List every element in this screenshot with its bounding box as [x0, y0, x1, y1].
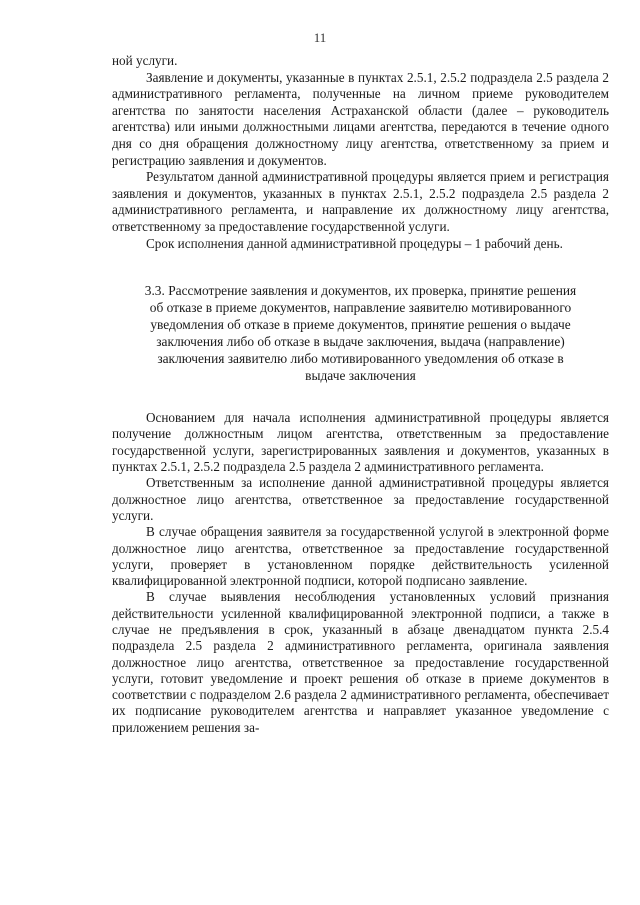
paragraph-procedure-result: Результатом данной административной процедуры является прием и регистрация заявления и документов, указанных в пунктах 2.5.1, 2.5.2 подраздела 2.5 раздела 2 административного регламента, и направление их должностному лицу агентства, ответственному за предоставление государственной услуги.	[112, 169, 609, 234]
section-heading-line: выдаче заключения	[305, 368, 416, 384]
paragraph-procedure-deadline: Срок исполнения данной административной процедуры – 1 рабочий день.	[146, 235, 563, 251]
paragraph-refusal-case: В случае выявления несоблюдения установленных условий признания действительности усиленной квалифицированной электронной подписи, а также в случае не предъявления в срок, указанный в абзаце двенадцатом пункта 2.5.4 подраздела 2.5 раздела 2 административного регламента, оригинала заявления должностное лицо агентства, ответственное за предоставление государственной услуги, готовит уведомление и проект решения об отказе в приеме документов в соответствии с подразделом 2.6 раздела 2 административного регламента, обеспечивает их подписание руководителем агентства и направляет указанное уведомление с приложением решения за-	[112, 589, 609, 735]
section-heading-line: об отказе в приеме документов, направление заявителю мотивированного	[149, 300, 572, 316]
section-body	[112, 410, 609, 736]
section-heading-line: заключения либо об отказе в выдаче заключения, выдача (направление)	[156, 334, 565, 350]
paragraph-procedure-basis: Основанием для начала исполнения административной процедуры является получение должностным лицом агентства, ответственным за предоставление государственной услуги, зарегистрированных заявления и документов, указанных в пунктах 2.5.1, 2.5.2 подраздела 2.5 раздела 2 административного регламента.	[112, 410, 609, 475]
document-body	[112, 53, 609, 736]
paragraph-continuation: ной услуги.	[112, 53, 178, 68]
paragraph-responsible-person: Ответственным за исполнение данной административной процедуры является должностное лицо агентства, ответственное за предоставление государственной услуги.	[112, 475, 609, 523]
section-heading-line: уведомления об отказе в приеме документов, принятие решения о выдаче	[150, 317, 571, 333]
paragraph-application-transfer: Заявление и документы, указанные в пунктах 2.5.1, 2.5.2 подраздела 2.5 раздела 2 административного регламента, полученные на личном приеме руководителем агентства по занятости населения Астраханской области (далее – руководитель агентства) или иными должностными лицами агентства, передаются в течение одного дня со дня обращения должностному лицу агентства, ответственному за прием и регистрацию заявления и документов.	[112, 69, 609, 168]
paragraph-electronic-signature-check: В случае обращения заявителя за государственной услугой в электронной форме должностное лицо агентства, ответственное за предоставление государственной услуги, проверяет в установленном порядке действительность усиленной квалифицированной электронной подписи, которой подписано заявление.	[112, 524, 609, 589]
page-number: 11	[313, 30, 327, 45]
section-heading-line: 3.3. Рассмотрение заявления и документов, их проверка, принятие решения	[144, 283, 577, 299]
section-heading-line: заключения заявителю либо мотивированного уведомления об отказе в	[157, 351, 564, 367]
section-heading-3-3	[112, 282, 609, 384]
